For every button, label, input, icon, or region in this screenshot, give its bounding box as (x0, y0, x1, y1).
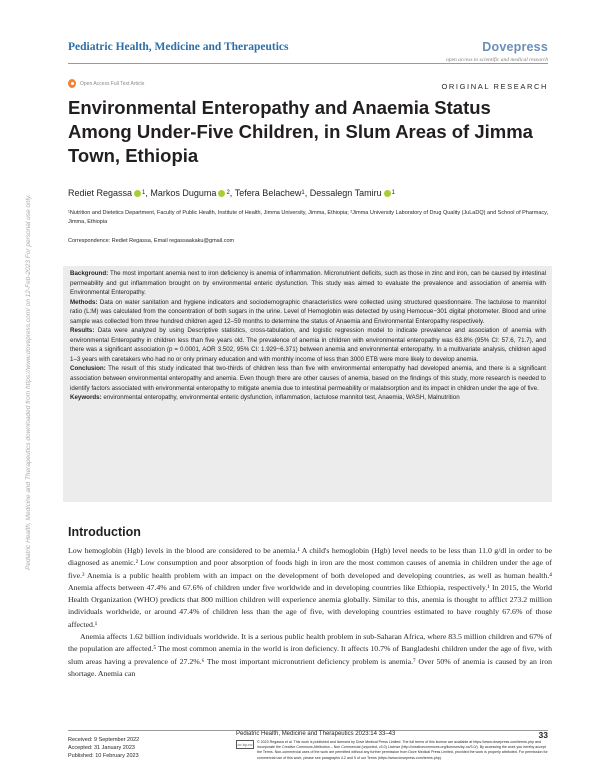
page-number: 33 (538, 730, 548, 740)
introduction-body (68, 545, 552, 680)
publisher-logo[interactable]: Dovepress (482, 40, 548, 54)
header-divider (68, 63, 548, 64)
abstract-keywords: Keywords: environmental enteropathy, environmental enteric dysfunction, inflammation, lactulose mannitol test, Anaemia, WASH, Malnutrition (70, 394, 460, 402)
license-text: © 2023 Regassa et al. This work is published and licensed by Dove Medical Press Limited. The full terms of this license are available at https://www.dovepress.com/terms.php and incorporate the Creative Commons Attribution – Non Commercial (unported, v3.0) License (http://creativecommons.org/licenses/by-nc/3.0/). By accessing the work you hereby accept the Terms. Non-commercial uses of the work are permitted without any further permission from Dove Medical Press Limited, provided the work is properly attributed. For permission for commercial use of this work, please see paragraphs 4.2 and 5 of our Terms (https://www.dovepress.com/terms.php). (257, 740, 548, 760)
paragraph: Low hemoglobin (Hgb) levels in the blood are considered to be anemia.¹ A child's hemoglobin (Hgb) level needs to be less than 11.0 g/dl in order to be diagnosed as anemic.² Low consumption and poor absorption of foods high in iron are the most common causes of anemia in children under the age of five.³ Anemia is a public health problem with an impact on the development of both developed and developing countries, as well as human health.⁴ Anemia affects between 47.4% and 67.6% of children under five worldwide and in developing countries like Ethiopia, respectively.¹ In 2015, the World Health Organization (WHO) predicts that 800 million children will experience anemia globally. Similar to this, anemia is thought to afflict 273.2 million individuals worldwide, or around 47.4% of children less than the age of five, with developing countries estimated to have roughly 67.6% of those affected.¹ (68, 546, 552, 629)
author-name[interactable]: Dessalegn Tamiru (309, 188, 382, 198)
open-access-label: Open Access Full Text Article (80, 80, 145, 87)
published-date: Published: 10 February 2023 (68, 753, 139, 759)
abstract-results: Results: Data were analyzed by using Descriptive statistics, cross-tabulation, and logistic regression model to indicate prevalence and association of anemia with environmental Enteropathy in children less than five years old. The prevalence of anemia in children with environmental enteropathy was 63.8% (95% CI: 57.6, 71.7), and there was a significant association (p = 0.0001, AOR 3.502, 95% CI: 1.929−6.371) between anemia and environmental enteropathy. In a multivariate analysis, children aged 1–3 years with caretakers who had no or only primary education and with monthly income of less than 3000 ETB were more likely to develop anemia. (70, 327, 546, 363)
author-name[interactable]: Markos Duguma (150, 188, 217, 198)
author-affiliation-sup: 1 (301, 190, 305, 196)
orcid-icon[interactable] (218, 190, 225, 197)
correspondence[interactable]: Correspondence: Rediet Regassa, Email regassaakaku@gmail.com (68, 238, 235, 244)
orcid-icon[interactable] (134, 190, 141, 197)
download-notice: Pediatric Health, Medicine and Therapeutics downloaded from https://www.dovepress.com/ on 12-Feb-2023 For personal use only. (25, 194, 32, 570)
open-access-lock-icon (68, 79, 76, 88)
orcid-icon[interactable] (384, 190, 391, 197)
article-type: ORIGINAL RESEARCH (441, 82, 548, 91)
accepted-date: Accepted: 31 January 2023 (68, 745, 135, 751)
received-date: Received: 9 September 2022 (68, 737, 140, 743)
journal-title[interactable]: Pediatric Health, Medicine and Therapeutics (68, 41, 289, 53)
author-affiliation-sup: 1 (142, 190, 146, 196)
author-name[interactable]: Tefera Belachew (234, 188, 302, 198)
author-affiliation-sup: 2 (226, 190, 230, 196)
footer-citation[interactable]: Pediatric Health, Medicine and Therapeutics 2023:14 33–43 (236, 731, 396, 737)
abstract-background: Background: The most important anemia next to iron deficiency is anemia of inflammation. Micronutrient deficits, such as those in zinc and iron, can be caused by intestinal permeability and gut inflammation brought on by environmental enteric dysfunction. This study was aimed to evaluate the prevalence and association of anemia with Environmental Enteropathy. (70, 270, 547, 297)
author-name[interactable]: Rediet Regassa (68, 188, 133, 198)
article-dates (68, 736, 139, 760)
creative-commons-icon[interactable]: cc by-nc (237, 742, 253, 747)
section-heading-introduction: Introduction (68, 525, 141, 539)
abstract-box (63, 266, 552, 502)
publisher-tagline: open access to scientific and medical research (446, 57, 548, 63)
download-sidebar (10, 150, 50, 570)
open-access-badge (68, 79, 144, 88)
author-affiliation-sup: 1 (391, 190, 395, 196)
abstract-conclusion: Conclusion: The result of this study indicated that two-thirds of children less than five with environmental enteropathy had developed anemia, and there is a significant association between environmental enteropathy and anemia. Even though there are other causes of anemia, based on the findings of this study, more research is needed to identify factors associated with environmental enteropathy to mitigate anemia due to intestinal permeability or malabsorption and its impact in children under the age of five. (70, 365, 546, 392)
license-block (236, 740, 548, 761)
author-list: Rediet Regassa 1 , Markos Duguma 2 , Tefera Belachew 1 , Dessalegn Tamiru 1 (68, 188, 395, 198)
article-title: Environmental Enteropathy and Anaemia Status Among Under-Five Children, in Slum Areas of Jimma Town, Ethiopia (68, 97, 533, 166)
paragraph: Anemia affects 1.62 billion individuals worldwide. It is a serious public health problem in sub-Saharan Africa, where 83.5 million children and 67% of the population are affected.⁵ The most common anemia in the world is iron deficiency. It affects 10.7% of Bangladeshi children under the age of five, with slum areas having a prevalence of 27.2%.⁶ The most important micronutrient deficiency problem is anemia.⁷ Over 50% of anemia is caused by an iron shortage. Anemia can (68, 632, 552, 678)
abstract-methods: Methods: Data on water sanitation and hygiene indicators and sociodemographic characteristics were collected using structured questionnaire. The lactulose to mannitol ratio (L:M) was calculated from the concentration of both sugars in the urine. Level of Hemoglobin was detected by using Hemocue−301 digital photometer. Blood and urine sample was collected from three hundred children aged 12–59 months to determine the status of Anaemia and Environmental Enteropathy respectively. (70, 298, 546, 325)
affiliations: ¹Nutrition and Dietetics Department, Faculty of Public Health, Institute of Health, Jimma University, Jimma, Ethiopia; ²Jimma University Laboratory of Drug Quality (JuLaDQ) and School of Pharmacy, Jimma, Ethiopia (68, 210, 549, 225)
